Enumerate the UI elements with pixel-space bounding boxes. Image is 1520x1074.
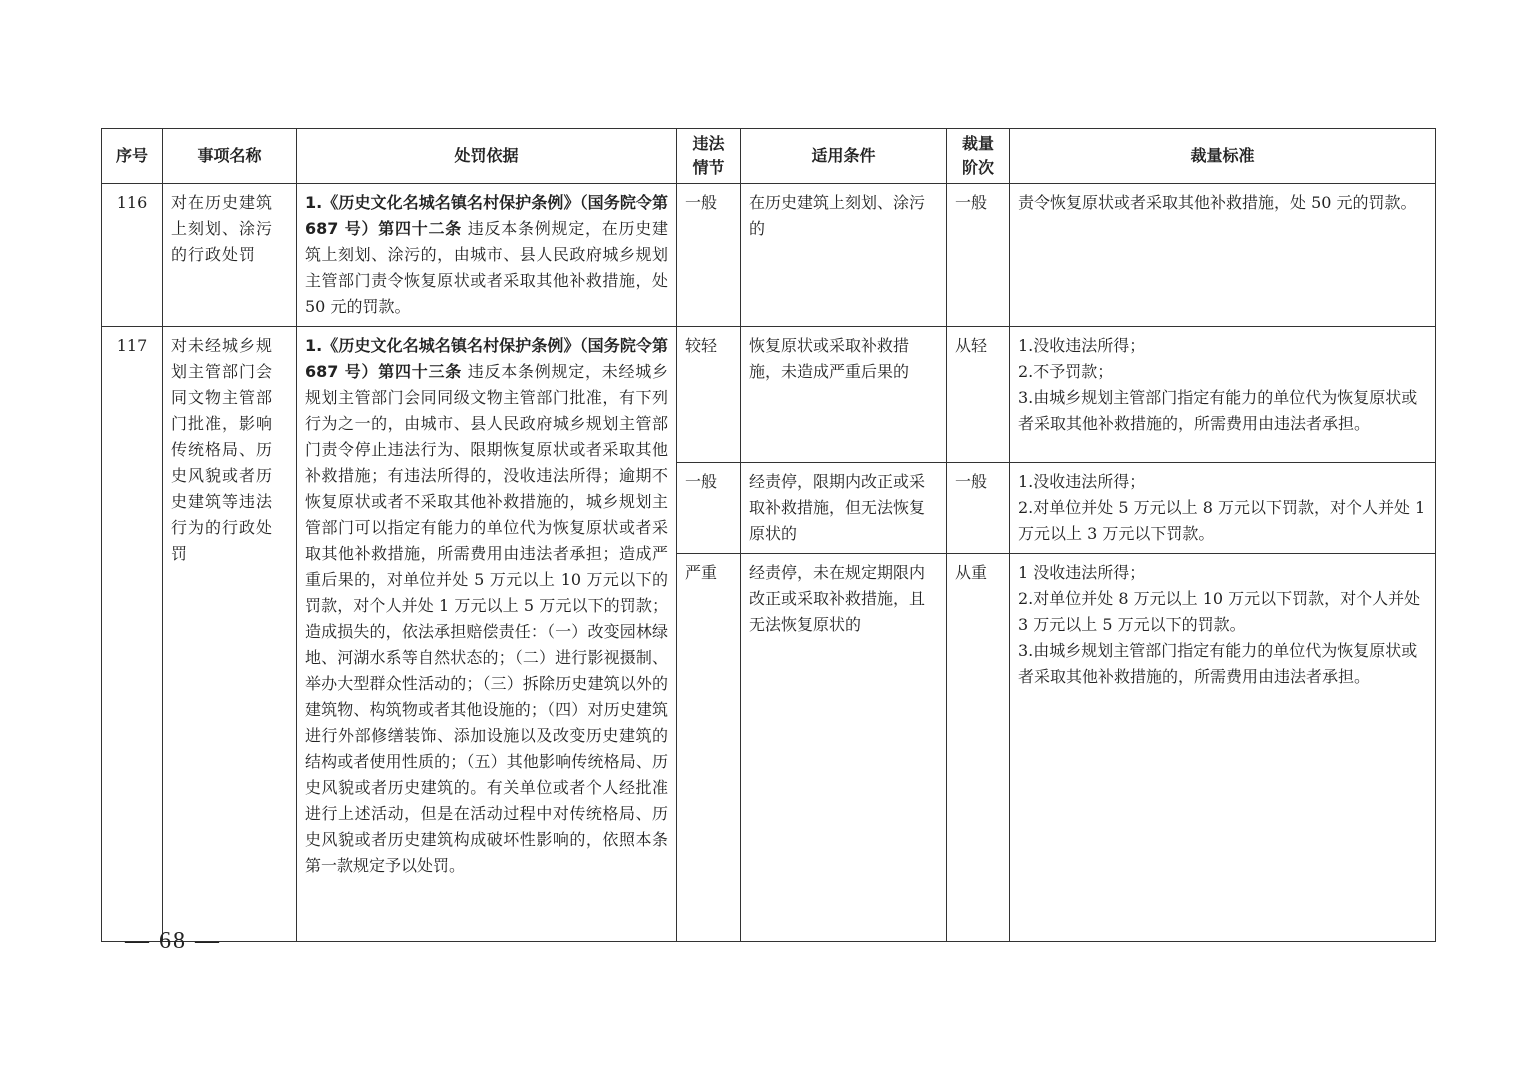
discretion-standard [1010, 184, 1436, 327]
applicable-condition: 经责停，未在规定期限内改正或采取补救措施，且无法恢复原状的 [741, 554, 947, 942]
violation-level: 较轻 [677, 327, 741, 463]
penalty-basis [297, 327, 677, 942]
applicable-condition: 经责停，限期内改正或采取补救措施，但无法恢复原状的 [741, 463, 947, 554]
header-stage [947, 129, 1010, 184]
row-number: 116 [102, 184, 163, 327]
basis-regulation: 1.《历史文化名城名镇名村保护条例》（国务院令第 687 号）第四十三条 [305, 336, 668, 381]
header-standard: 裁量标准 [1010, 129, 1436, 184]
standard-line: 责令恢复原状或者采取其他补救措施，处 50 元的罚款。 [1018, 193, 1417, 212]
discretion-stage: 一般 [947, 184, 1010, 327]
header-item-name: 事项名称 [163, 129, 297, 184]
header-stage-line-2: 阶次 [961, 158, 994, 177]
row-number: 117 [102, 327, 163, 942]
discretion-stage: 从轻 [947, 327, 1010, 463]
table-row [102, 327, 1436, 463]
discretion-stage: 一般 [947, 463, 1010, 554]
header-violation-line-2: 情节 [692, 158, 725, 177]
table-header-row [102, 129, 1436, 184]
standard-line: 1.没收违法所得； [1018, 472, 1146, 491]
standard-line: 3.由城乡规划主管部门指定有能力的单位代为恢复原状或者采取其他补救措施的，所需费用由违法者承担。 [1018, 641, 1418, 686]
penalty-basis [297, 184, 677, 327]
header-seq: 序号 [102, 129, 163, 184]
header-stage-line-1: 裁量 [961, 134, 994, 153]
standard-line: 2.对单位并处 5 万元以上 8 万元以下罚款，对个人并处 1 万元以上 3 万元以下罚款。 [1018, 498, 1426, 543]
violation-level: 一般 [677, 184, 741, 327]
applicable-condition: 在历史建筑上刻划、涂污的 [741, 184, 947, 327]
discretion-stage: 从重 [947, 554, 1010, 942]
violation-level: 严重 [677, 554, 741, 942]
violation-level: 一般 [677, 463, 741, 554]
discretion-standard [1010, 463, 1436, 554]
standard-line: 1 没收违法所得； [1018, 563, 1146, 582]
penalty-table [101, 128, 1436, 942]
basis-text: 违反本条例规定，未经城乡规划主管部门会同同级文物主管部门批准，有下列行为之一的，由城市、县人民政府城乡规划主管部门责令停止违法行为、限期恢复原状或者采取其他补救措施；有违法所得的，没收违法所得；逾期不恢复原状或者不采取其他补救措施的，城乡规划主管部门可以指定有能力的单位代为恢复原状或者采取其他补救措施，所需费用由违法者承担；造成严重后果的，对单位并处 5 万元以上 10 万元以下的罚款，对个人并处 1 万元以上 5 万元以下的罚款；造成损失的，依法承担赔偿责任：（一）改变园林绿地、河湖水系等自然状态的；（二）进行影视摄制、举办大型群众性活动的；（三）拆除历史建筑以外的建筑物、构筑物或者其他设施的；（四）对历史建筑进行外部修缮装饰、添加设施以及改变历史建筑的结构或者使用性质的；（五）其他影响传统格局、历史风貌或者历史建筑的。有关单位或者个人经批准进行上述活动，但是在活动过程中对传统格局、历史风貌或者历史建筑构成破坏性影响的，依照本条第一款规定予以处罚。 [305, 362, 668, 875]
header-violation-line-1: 违法 [692, 134, 725, 153]
basis-text: 违反本条例规定，在历史建筑上刻划、涂污的，由城市、县人民政府城乡规划主管部门责令恢复原状或者采取其他补救措施，处 50 元的罚款。 [305, 219, 668, 316]
header-condition: 适用条件 [741, 129, 947, 184]
applicable-condition: 恢复原状或采取补救措施，未造成严重后果的 [741, 327, 947, 463]
standard-line: 2.不予罚款； [1018, 362, 1114, 381]
header-basis: 处罚依据 [297, 129, 677, 184]
discretion-standard [1010, 327, 1436, 463]
item-name: 对在历史建筑上刻划、涂污的行政处罚 [163, 184, 297, 327]
basis-regulation: 1.《历史文化名城名镇名村保护条例》（国务院令第 687 号）第四十二条 [305, 193, 668, 238]
header-violation [677, 129, 741, 184]
standard-line: 2.对单位并处 8 万元以上 10 万元以下罚款，对个人并处 3 万元以上 5 万元以下的罚款。 [1018, 589, 1421, 634]
page-number: — 68 — [125, 928, 221, 954]
discretion-standard [1010, 554, 1436, 942]
standard-line: 3.由城乡规划主管部门指定有能力的单位代为恢复原状或者采取其他补救措施的，所需费用由违法者承担。 [1018, 388, 1418, 433]
item-name: 对未经城乡规划主管部门会同文物主管部门批准，影响传统格局、历史风貌或者历史建筑等违法行为的行政处罚 [163, 327, 297, 942]
table-row [102, 184, 1436, 327]
standard-line: 1.没收违法所得； [1018, 336, 1146, 355]
